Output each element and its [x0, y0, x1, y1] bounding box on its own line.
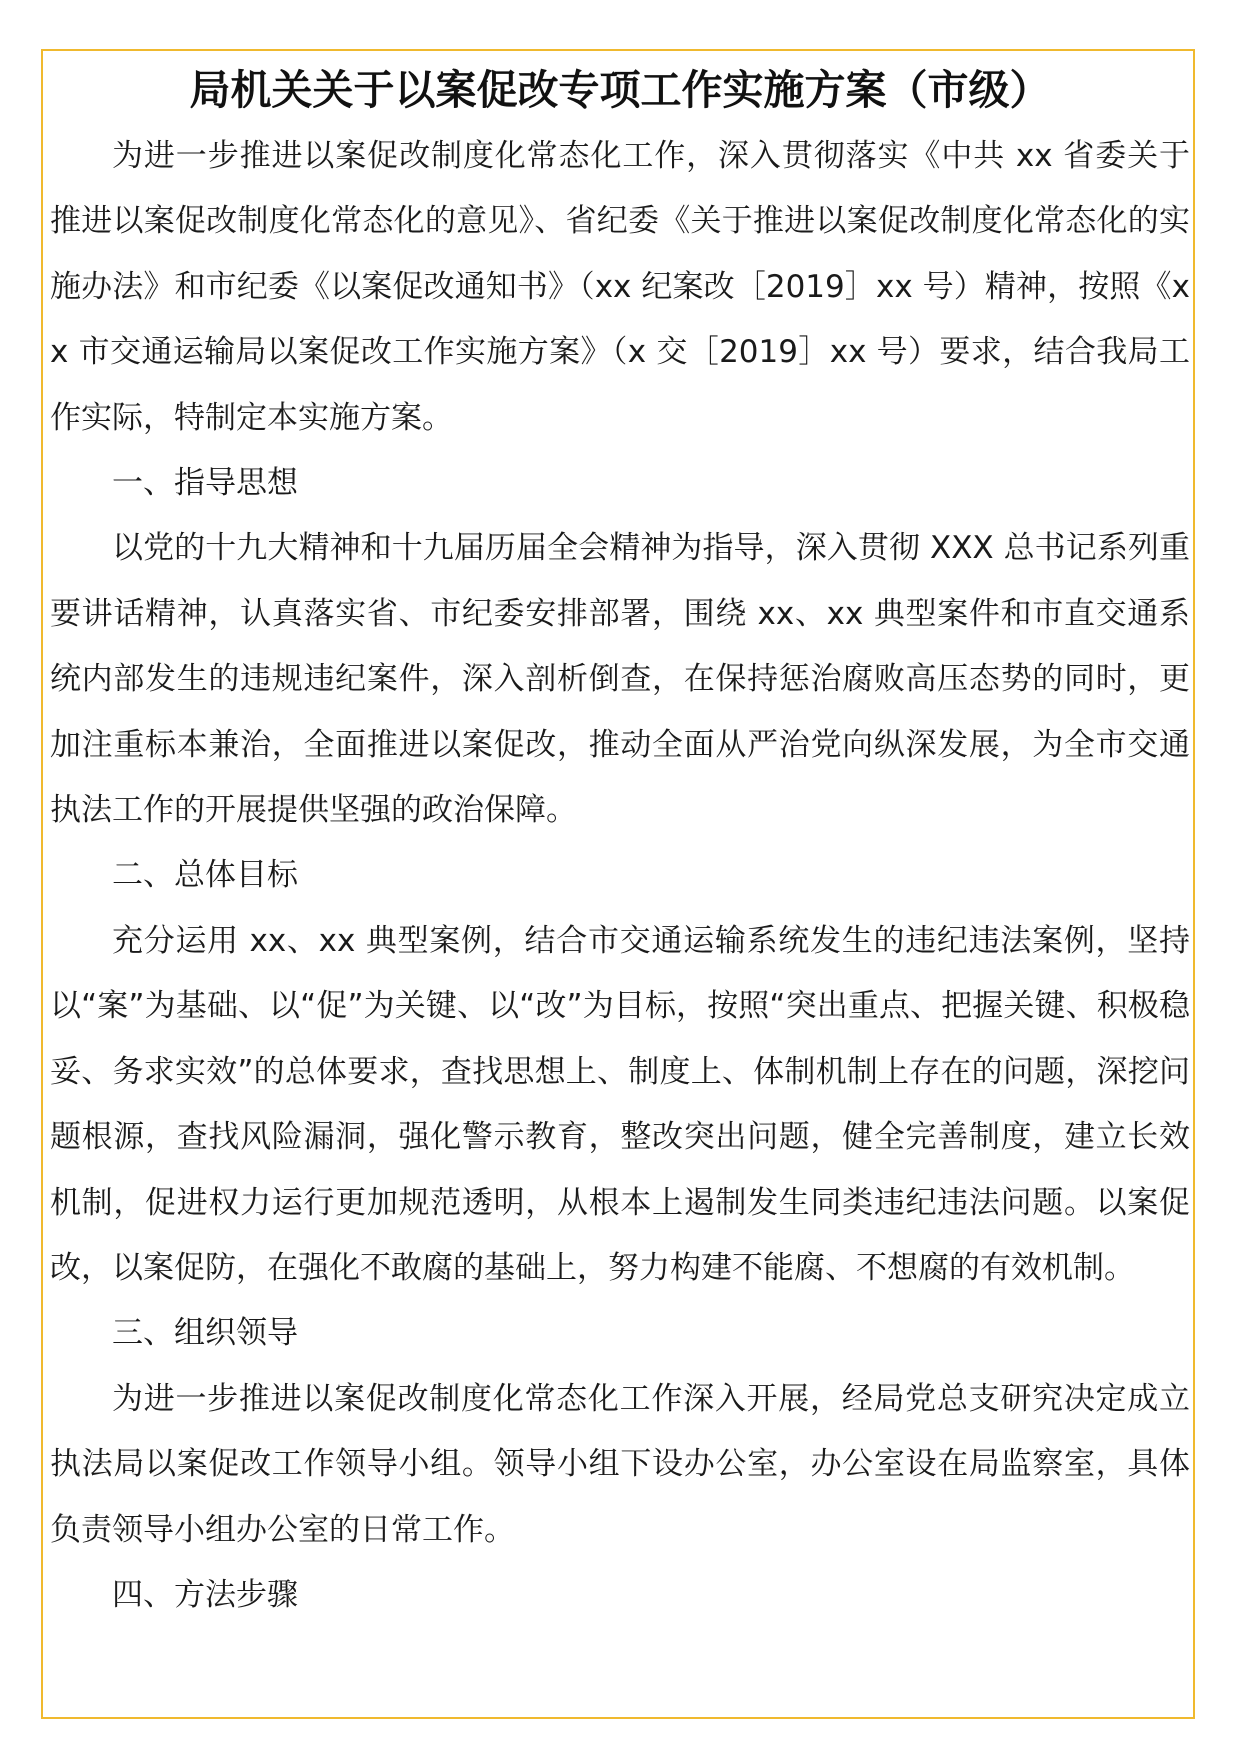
section-body-organization: 为进一步推进以案促改制度化常态化工作深入开展，经局党总支研究决定成立执法局以案促改工作领导小组。领导小组下设办公室，办公室设在局监察室，具体负责领导小组办公室的日常工作。 [50, 1380, 1190, 1548]
section-heading-methods: 四、方法步骤 [112, 1576, 298, 1613]
section-body-overall-goal: 充分运用 xx、xx 典型案例，结合市交通运输系统发生的违纪违法案例，坚持以“案”为基础、以“促”为关键、以“改”为目标，按照“突出重点、把握关键、积极稳妥、务求实效”的总体要求，查找思想上、制度上、体制机制上存在的问题，深挖问题根源，查找风险漏洞，强化警示教育，整改突出问题，健全完善制度，建立长效机制，促进权力运行更加规范透明，从根本上遏制发生同类违纪违法问题。以案促改，以案促防，在强化不敢腐的基础上，努力构建不能腐、不想腐的有效机制。 [50, 922, 1190, 1286]
section-body-guiding-thought: 以党的十九大精神和十九届历届全会精神为指导，深入贯彻 XXX 总书记系列重要讲话精神，认真落实省、市纪委安排部署，围绕 xx、xx 典型案件和市直交通系统内部发生的违规违纪案件，深入剖析倒查，在保持惩治腐败高压态势的同时，更加注重标本兼治，全面推进以案促改，推动全面从严治党向纵深发展，为全市交通执法工作的开展提供坚强的政治保障。 [50, 530, 1190, 829]
document-body [50, 62, 1190, 1628]
document-title: 局机关关于以案促改专项工作实施方案（市级） [189, 66, 1051, 114]
intro-paragraph: 为进一步推进以案促改制度化常态化工作，深入贯彻落实《中共 xx 省委关于推进以案促改制度化常态化的意见》、省纪委《关于推进以案促改制度化常态化的实施办法》和市纪委《以案促改通知书》（xx 纪案改［2019］xx 号）精神，按照《xx 市交通运输局以案促改工作实施方案》（x 交［2019］xx 号）要求，结合我局工作实际，特制定本实施方案。 [50, 138, 1190, 436]
section-heading-overall-goal: 二、总体目标 [112, 857, 298, 894]
section-heading-organization: 三、组织领导 [112, 1315, 298, 1352]
section-heading-guiding-thought: 一、指导思想 [112, 465, 298, 502]
